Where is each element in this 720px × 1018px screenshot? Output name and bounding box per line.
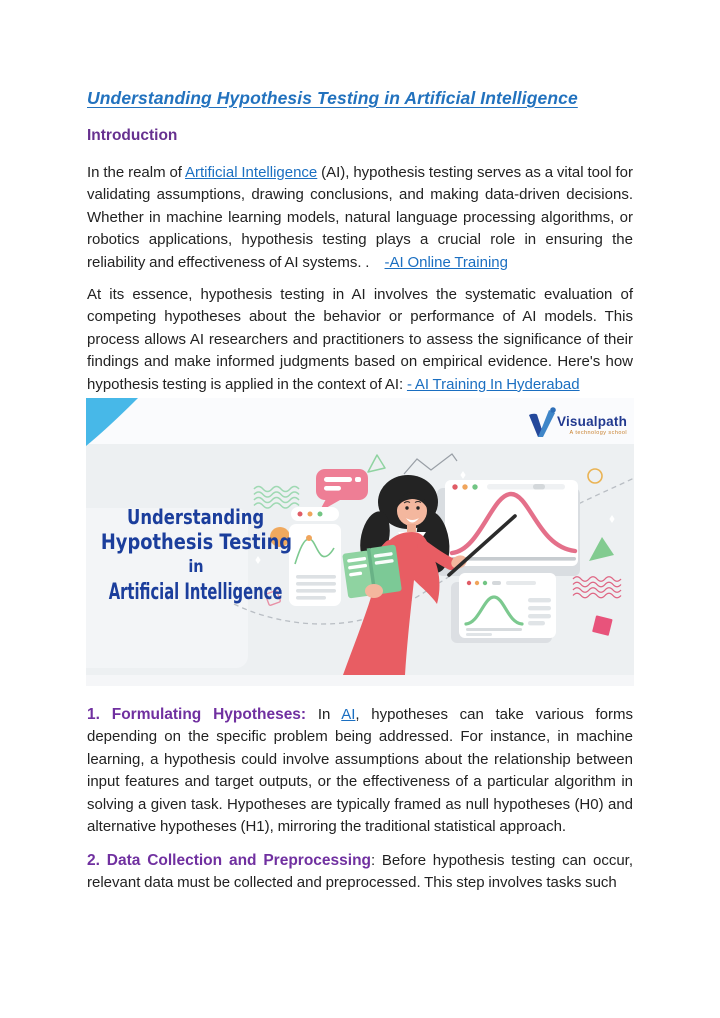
banner-bottom-strip: [86, 675, 634, 686]
visualpath-logo: [526, 406, 627, 440]
logo-tagline: A technology school: [569, 430, 628, 437]
browser-window-small: [451, 573, 556, 643]
page-title[interactable]: Understanding Hypothesis Testing in Artificial Intelligence: [87, 88, 578, 108]
banner-title: [86, 506, 306, 606]
intro-heading: Introduction: [87, 127, 178, 144]
paragraph-intro-2: [87, 284, 633, 396]
article-banner-image: [86, 398, 634, 686]
text-run: : Before hypothesis testing can occur, relevant data must be collected and preprocessed. This step involves tasks such: [87, 851, 633, 891]
text-run: , hypotheses can take various forms depending on the specific problem being addressed. For instance, in machine learning, a hypothesis could involve assumptions about the relationship between input features and target outputs, or the effectiveness of a particular algorithm in solving a given task. Hypotheses are typically framed as null hypotheses (H0) and alternative hypotheses (H1), mirroring the traditional statistical approach.: [87, 706, 633, 836]
link-ai-training-in-hyderabad[interactable]: - AI Training In Hyderabad: [406, 375, 580, 393]
banner-title-line: in: [188, 557, 204, 578]
visualpath-logo-icon: [526, 406, 556, 440]
banner-title-line: Hypothesis Testing: [100, 530, 292, 555]
text-run: (AI), hypothesis testing serves as a vital tool for validating assumptions, drawing conclusions, and making data-driven decisions. Whether in machine learning models, natural language processing algorithms, or robotics applications, hypothesis testing plays a crucial role in ensuring the reliability and effectiveness of AI systems. .: [87, 164, 634, 271]
link-artificial-intelligence[interactable]: Artificial Intelligence: [185, 164, 318, 181]
banner-title-line: Artificial Intelligence: [109, 580, 283, 606]
section-2-paragraph: [87, 850, 633, 895]
text-run: In: [317, 706, 342, 724]
document-page: [87, 0, 633, 894]
logo-name: Visualpath: [557, 414, 628, 430]
section-1-paragraph: [87, 704, 633, 838]
heading-data-collection-preprocessing: 2. Data Collection and Preprocessing: [87, 851, 372, 869]
text-run: In the realm of: [87, 164, 186, 181]
heading-formulating-hypotheses: 1. Formulating Hypotheses:: [87, 706, 318, 724]
paragraph-intro-1: [87, 162, 633, 274]
link-ai-online-training[interactable]: -AI Online Training: [384, 253, 508, 271]
link-ai[interactable]: AI: [341, 706, 356, 724]
banner-title-line: Understanding: [127, 505, 265, 530]
text-run: At its essence, hypothesis testing in AI involves the systematic evaluation of competing hypotheses about the behavior or performance of AI models. This process allows AI researchers and practitioners to assess the significance of their findings and make informed judgments based on empirical evidence. Here's how hypothesis testing is applied in the context of AI:: [87, 286, 633, 393]
